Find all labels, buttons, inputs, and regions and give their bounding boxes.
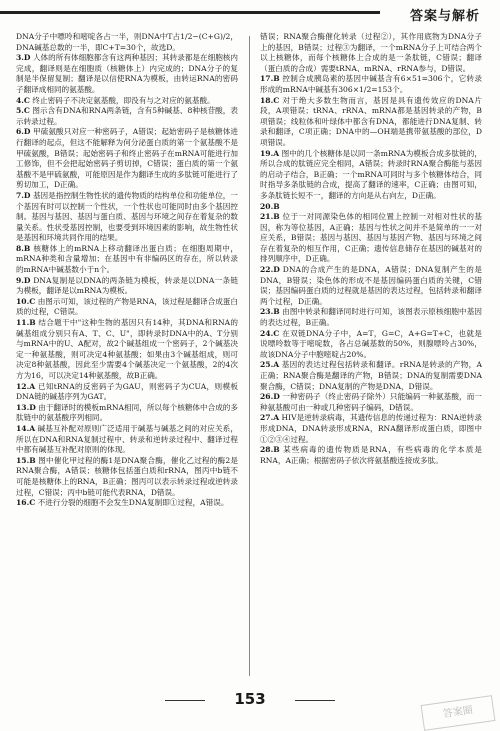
watermark-stamp: 答案圈: [421, 695, 496, 731]
right-column: [260, 32, 482, 682]
answer-item: 10.C 由图示可知，该过程的产物是RNA，该过程是翻译合成蛋白质的过程，C错误。: [16, 296, 238, 317]
answer-item: 23.B 由图中转录和翻译同时进行可知，该图表示原核细胞中基因的表达过程，B正确。: [260, 307, 482, 328]
answer-item: 8.B 核糖体上的mRNA上移动翻译出蛋白质；在细胞周期中，mRNA种类和含量增加；在基因中有非编码区的存在，所以转录的mRNA中碱基数小于n个。: [16, 243, 238, 275]
footer-rule-left: [165, 700, 205, 701]
answer-item: 错误；RNA聚合酶催化转录（过程②），其作用底物为DNA分子上的基因，B错误；过程③为翻译，一个mRNA分子上可结合两个以上核糖体，而每个核糖体上合成的是一条肽链，C错误；翻译（蛋白质的合成）需要tRNA、mRNA、rRNA参与，D错误。: [260, 32, 482, 73]
answer-item: 24.C 在双链DNA分子中，A=T，G=C，A+G=T+C，也就是说嘌呤数等于嘧啶数，各占总碱基数的50%，则腺嘌呤占30%，故该DNA分子中胞嘧啶占20%。: [260, 328, 482, 359]
answer-item: 7.D 基因是指控制生物性状的遗传物质的结构单位和功能单位，一个基因有时可以控制一个性状，一个性状也可能同时由多个基因控制。基因与基因、基因与蛋白质、基因与环境之间存在着复杂的数量关系。性状受基因控制，也要受到环境因素的影响，故生物性状是基因和环境共同作用的结果。: [16, 190, 238, 243]
answer-item: 27.A HIV是逆转录病毒，其遗传信息的传递过程为：RNA逆转录形成DNA，DNA转录形成RNA，RNA翻译形成蛋白质，即图中①②③④过程。: [260, 413, 482, 444]
answer-item: 5.C 图示含有DNA和RNA两条链，含有5种碱基、8种核苷酸，表示转录过程。: [16, 106, 238, 126]
answer-item: 14.A 碱基互补配对原则广泛适用于碱基与碱基之间的对应关系，所以在DNA和RNA复制过程中、转录和逆转录过程中、翻译过程中都有碱基互补配对原则的体现。: [16, 423, 238, 455]
header-title: 答案与解析: [409, 9, 480, 24]
answer-item: 16.C 不进行分裂的细胞不会发生DNA复制即①过程，A错误。: [16, 498, 229, 508]
answer-item: 11.B 结合题干中"这种生物的基因只有14种，其DNA和RNA的碱基组成分别只有A、T、C、U"，即转录时DNA中的A、T分别与mRNA中的U、A配对，故2个碱基组成一个密码子，2个碱基决定一种氨基酸，则可决定4种氨基酸；如果由3个碱基组成，则可决定8种氨基酸，因此至少需要4个碱基决定一个氨基酸，2的4次方为16，可以决定14种氨基酸，故B正确。: [16, 318, 238, 380]
answer-item: 21.B 位于一对同源染色体的相同位置上控制一对相对性状的基因，称为等位基因，A正确；基因与性状之间并不是简单的一一对应关系，B错误；基因与基因、基因与基因产物、基因与环境之间存在着复杂的相互作用，C正确；遗传信息储存在基因的碱基对的排列顺序中，D正确。: [260, 212, 482, 264]
answer-item: 15.B 图中催化甲过程的酶1是DNA聚合酶，催化乙过程的酶2是RNA聚合酶，A错误；核糖体包括蛋白质和rRNA，图丙中b链不可能是核糖体上的RNA，B正确；图丙可以表示转录过程或逆转录过程，C错误；丙中b链可能代表RNA，D错误。: [16, 455, 238, 497]
answer-item: 12.A 已知tRNA的反密码子为GAU，则密码子为CUA，则模板DNA链的碱基序列为GAT。: [16, 381, 238, 402]
answer-item: 22.D DNA的合成产生的是DNA，A错误；DNA复制产生的是DNA，B错误；染色体的形成不是基因编码蛋白质的关键，C错误；基因编码蛋白质的过程就是基因的表达过程，包括转录和翻译两个过程，D正确。: [260, 265, 482, 306]
footer-rule-right: [295, 700, 335, 701]
answer-item: 4.C 终止密码子不决定氨基酸，即没有与之对应的氨基酸。: [16, 95, 215, 105]
answer-item: 19.A 图中的几个核糖体是以同一条mRNA为模板合成多肽链的，所以合成的肽链应完全相同，A错误；转录时RNA聚合酶能与基因的启动子结合，B正确；一个mRNA可同时与多个核糖体结合，同时指导多条肽链的合成，提高了翻译的速率，C正确；由图可知，多条肽链长短不一，翻译的方向是从右向左，D正确。: [260, 148, 482, 200]
answer-item: 3.D 人体的所有体细胞都含有这两种基因；其转录都是在细胞核内完成，翻译则是在细胞质（核糖体上）内完成的；DNA分子的复制是半保留复制；翻译是以信使RNA为模板，由转运RNA的密码子翻译成相同的氨基酸。: [16, 53, 238, 94]
header-rule: [0, 11, 380, 14]
left-column: [16, 32, 238, 682]
column-divider: [249, 36, 250, 676]
answer-item: 6.D 甲硫氨酸只对应一种密码子，A错误；起始密码子是核糖体进行翻译的起点，但这不能解释为何分泌蛋白质的第一个氨基酸不是甲硫氨酸，B错误；起始密码子和终止密码子在mRNA可能进行加工修饰，但不会把起始密码子剪切掉，C错误；蛋白质的第一个氨基酸不是甲硫氨酸，可能原因是作为翻译生成的多肽链可能进行了剪切加工，D正确。: [16, 127, 238, 190]
answer-item: 13.D 由于翻译时的模板mRNA相同，所以每个核糖体中合成的多肽链中的氨基酸序列相同。: [16, 402, 238, 423]
answer-item: 18.C 对于绝大多数生物而言，基因是具有遗传效应的DNA片段，A项错误；tRNA、rRNA、mRNA都是基因转录的产物，B项错误；线粒体和叶绿体中都含有DNA，都能进行DNA复制、转录和翻译，C项正确；DNA中的—OH端是携带氨基酸的部位，D项错误。: [260, 95, 482, 147]
answer-item: 26.D 一种密码子（终止密码子除外）只能编码一种氨基酸，而一种氨基酸可由一种或几种密码子编码，D错误。: [260, 392, 482, 412]
answer-item: 20.B: [260, 201, 280, 211]
answer-item: DNA分子中嘌呤和嘧啶各占一半，则DNA中T占1/2−(C+G)/2，DNA碱基总数的一半，即C+T=30个，故选D。: [16, 32, 238, 52]
answer-item: 25.A 基因的表达过程包括转录和翻译。rRNA是转录的产物，A正确；RNA聚合酶是翻译的产物，B错误；DNA的复制需要DNA聚合酶，C错误；DNA复制的产物是DNA，D错误。: [260, 360, 482, 391]
page-number: 153: [234, 690, 266, 708]
answer-item: 9.D DNA复制是以DNA的两条链为模板，转录是以DNA一条链为模板，翻译是以mRNA为模板。: [16, 275, 238, 296]
answer-item: 28.B 某些病毒的遗传物质是RNA，有些病毒的化学本质是RNA，A正确；根据密码子依次将氨基酸连接成多肽。: [260, 445, 482, 465]
answer-item: 17.B 控制合成胰岛素的基因中碱基含有6×51=306个，它转录形成的mRNA中碱基有306×1/2=153个。: [260, 74, 482, 94]
page-header: [0, 0, 500, 30]
